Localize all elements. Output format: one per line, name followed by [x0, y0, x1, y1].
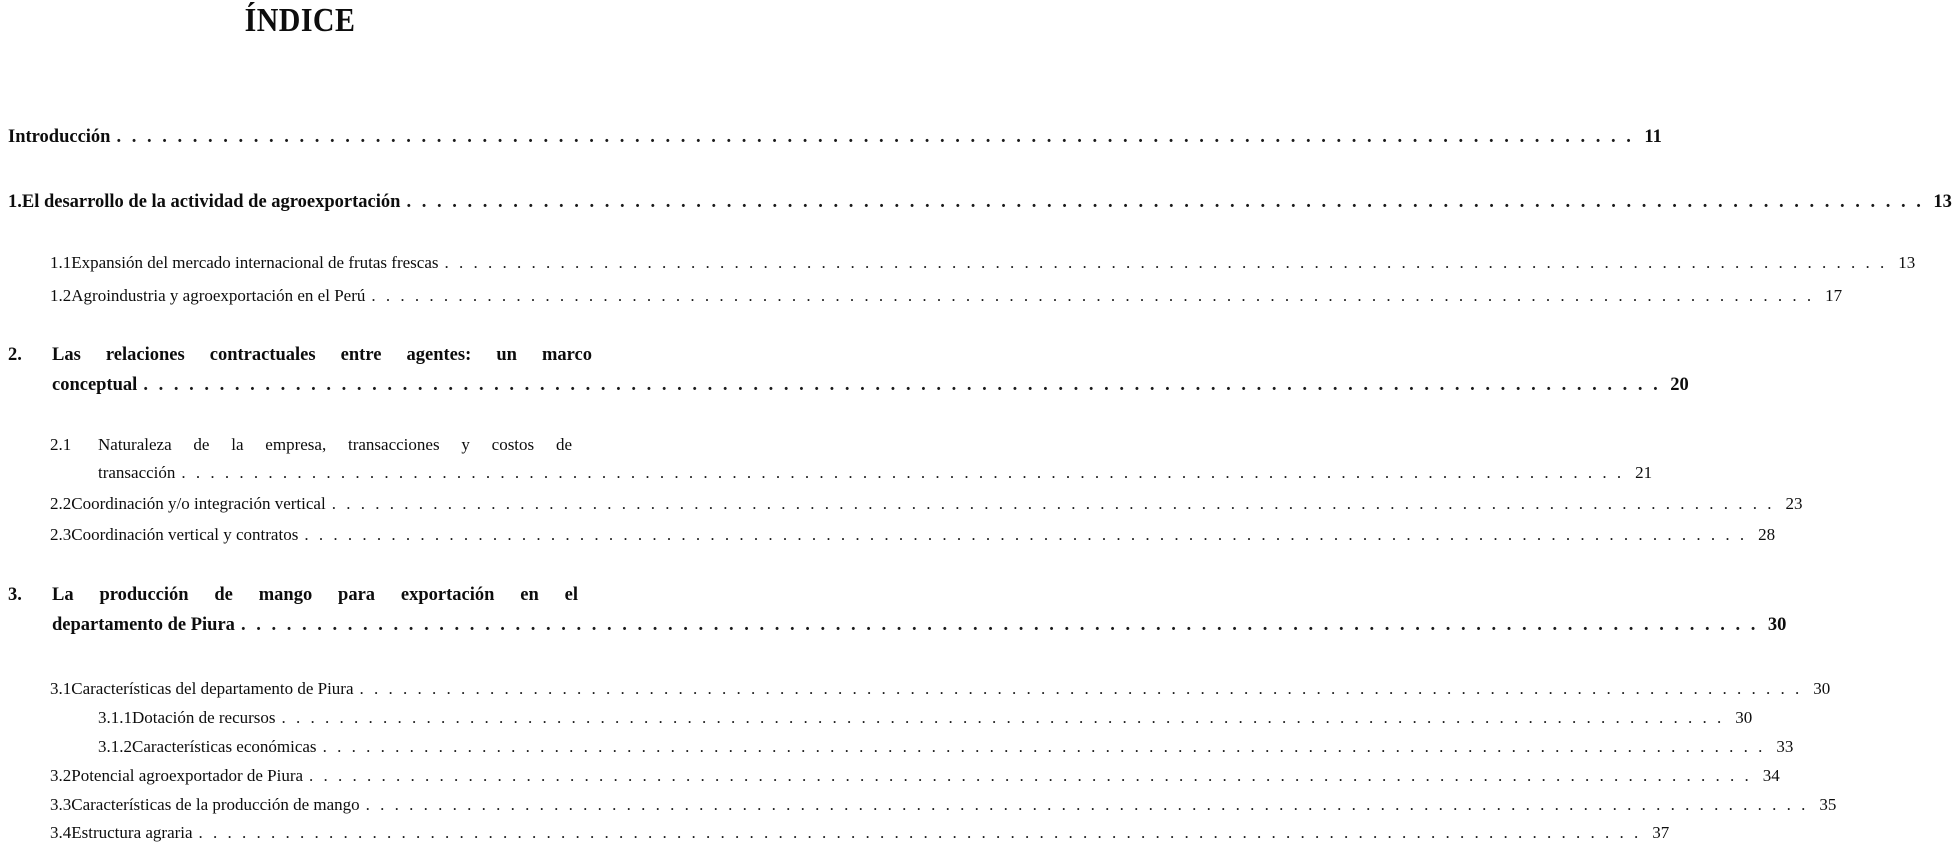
toc-entry-section-3-1-1[interactable] — [98, 703, 1753, 733]
toc-entry-label: Dotación de recursos — [132, 708, 276, 727]
toc-entry-section-1-2[interactable] — [50, 281, 1843, 311]
toc-entry-label-line-1: Naturaleza de la empresa, transacciones y costos de — [98, 435, 572, 454]
toc-entry-number: 2.3 — [50, 525, 72, 544]
toc-entry-section-2-2[interactable] — [50, 489, 1803, 519]
toc-entry-number: 1.2 — [50, 286, 72, 305]
dot-leader: . . . . . . . . . . . . . . . . . . . . . . . . . . . . . . . . . . . . . . . . . . . . . . . . . . . . . . . . . . . . . . . . . . . . . . . . . . . . . . . . . . . . . . . . . . . . . . . . . . . . — [359, 679, 1803, 698]
toc-entry-section-3-1[interactable] — [50, 674, 1831, 704]
toc-entry-page: 30 — [1735, 708, 1753, 727]
toc-entry-page: 13 — [1898, 253, 1916, 272]
toc-entry-number: 2. — [8, 345, 22, 365]
toc-entry-label: Coordinación y/o integración vertical — [71, 494, 326, 513]
toc-entry-section-2-3[interactable] — [50, 520, 1776, 550]
toc-entry-number: 2.1 — [50, 435, 72, 454]
toc-entry-page: 30 — [1767, 615, 1787, 635]
toc-entry-chapter-1[interactable] — [8, 187, 1952, 217]
toc-entry-label-line-2: departamento de Piura — [52, 615, 235, 635]
toc-entry-number: 2.2 — [50, 494, 72, 513]
toc-entry-page: 37 — [1652, 823, 1670, 842]
toc-entry-chapter-2[interactable] — [52, 370, 1689, 400]
dot-leader: . . . . . . . . . . . . . . . . . . . . . . . . . . . . . . . . . . . . . . . . . . . . . . . . . . . . . . . . . . . . . . . . . . . . . . . . . . . . . . . . . . . . . . . . . . . . . . . . . . . . — [322, 737, 1766, 756]
dot-leader: . . . . . . . . . . . . . . . . . . . . . . . . . . . . . . . . . . . . . . . . . . . . . . . . . . . . . . . . . . . . . . . . . . . . . . . . . . . . . . . . . . . . . . . . . . . . . . . . . . . . — [371, 286, 1815, 305]
toc-entry-label-line-2: transacción — [98, 463, 176, 482]
toc-entry-label-line-2: conceptual — [52, 375, 138, 395]
dot-leader: . . . . . . . . . . . . . . . . . . . . . . . . . . . . . . . . . . . . . . . . . . . . . . . . . . . . . . . . . . . . . . . . . . . . . . . . . . . . . . . . . . . . . . . . . . . . . . . . . . . . — [365, 795, 1809, 814]
dot-leader: . . . . . . . . . . . . . . . . . . . . . . . . . . . . . . . . . . . . . . . . . . . . . . . . . . . . . . . . . . . . . . . . . . . . . . . . . . . . . . . . . . . . . . . . . . . . . . . . . . . . — [444, 253, 1888, 272]
toc-entry-number: 3.3 — [50, 795, 72, 814]
toc-entry-page: 21 — [1635, 463, 1653, 482]
toc-entry-section-2-1[interactable] — [98, 458, 1653, 488]
dot-leader: . . . . . . . . . . . . . . . . . . . . . . . . . . . . . . . . . . . . . . . . . . . . . . . . . . . . . . . . . . . . . . . . . . . . . . . . . . . . . . . . . . . . . . . . . . . . . . . . . . . . — [198, 823, 1642, 842]
toc-entry-page: 23 — [1785, 494, 1803, 513]
toc-entry-section-3-1-2[interactable] — [98, 732, 1794, 762]
toc-entry-label: Expansión del mercado internacional de frutas frescas — [71, 253, 439, 272]
toc-entry-introduccion[interactable] — [8, 122, 1662, 152]
toc-entry-number: 3.1.2 — [98, 737, 132, 756]
toc-entry-page: 13 — [1933, 192, 1952, 212]
dot-leader: . . . . . . . . . . . . . . . . . . . . . . . . . . . . . . . . . . . . . . . . . . . . . . . . . . . . . . . . . . . . . . . . . . . . . . . . . . . . . . . . . . . . . . . . . . . . . . . . . . . . — [143, 375, 1661, 395]
toc-entry-section-3-3[interactable] — [50, 790, 1837, 820]
toc-entry-label: Características del departamento de Piura — [71, 679, 354, 698]
dot-leader: . . . . . . . . . . . . . . . . . . . . . . . . . . . . . . . . . . . . . . . . . . . . . . . . . . . . . . . . . . . . . . . . . . . . . . . . . . . . . . . . . . . . . . . . . . . . . . . . . . . . — [309, 766, 1752, 785]
toc-entry-page: 28 — [1758, 525, 1776, 544]
toc-entry-section-3-4[interactable] — [50, 818, 1670, 848]
dot-leader: . . . . . . . . . . . . . . . . . . . . . . . . . . . . . . . . . . . . . . . . . . . . . . . . . . . . . . . . . . . . . . . . . . . . . . . . . . . . . . . . . . . . . . . . . . . . . . . . . . . . — [240, 615, 1759, 635]
toc-entry-number: 1. — [8, 192, 22, 212]
dot-leader: . . . . . . . . . . . . . . . . . . . . . . . . . . . . . . . . . . . . . . . . . . . . . . . . . . . . . . . . . . . . . . . . . . . . . . . . . . . . . . . . . . . . . . . . . . . . . . . . . . . . — [181, 463, 1625, 482]
toc-entry-number: 3.2 — [50, 766, 72, 785]
toc-entry-label-line-1: Las relaciones contractuales entre agentes: un marco — [52, 345, 592, 365]
toc-entry-label: Estructura agraria — [71, 823, 193, 842]
toc-entry-number: 3. — [8, 585, 22, 605]
toc-entry-number: 1.1 — [50, 253, 72, 272]
toc-entry-number: 3.1.1 — [98, 708, 132, 727]
toc-entry-label: Características de la producción de mango — [71, 795, 360, 814]
toc-entry-page: 30 — [1813, 679, 1831, 698]
dot-leader: . . . . . . . . . . . . . . . . . . . . . . . . . . . . . . . . . . . . . . . . . . . . . . . . . . . . . . . . . . . . . . . . . . . . . . . . . . . . . . . . . . . . . . . . . . . . . . . . . . . . — [304, 525, 1748, 544]
toc-entry-label: Introducción — [8, 127, 111, 147]
toc-entry-label: El desarrollo de la actividad de agroexportación — [21, 192, 401, 212]
toc-entry-number: 3.4 — [50, 823, 72, 842]
toc-entry-label: Características económicas — [132, 737, 317, 756]
toc-entry-chapter-3[interactable] — [52, 610, 1787, 640]
dot-leader: . . . . . . . . . . . . . . . . . . . . . . . . . . . . . . . . . . . . . . . . . . . . . . . . . . . . . . . . . . . . . . . . . . . . . . . . . . . . . . . . . . . . . . . . . . . . . . . . . . . . — [281, 708, 1725, 727]
toc-entry-page: 35 — [1819, 795, 1837, 814]
page-title: ÍNDICE — [244, 2, 356, 39]
toc-entry-page: 17 — [1825, 286, 1843, 305]
toc-entry-number: 3.1 — [50, 679, 72, 698]
dot-leader: . . . . . . . . . . . . . . . . . . . . . . . . . . . . . . . . . . . . . . . . . . . . . . . . . . . . . . . . . . . . . . . . . . . . . . . . . . . . . . . . . . . . . . . . . . . . . . . . . . . . — [116, 127, 1634, 147]
toc-entry-page: 34 — [1762, 766, 1780, 785]
toc-entry-page: 20 — [1670, 375, 1689, 395]
toc-entry-section-3-2[interactable] — [50, 761, 1780, 791]
dot-leader: . . . . . . . . . . . . . . . . . . . . . . . . . . . . . . . . . . . . . . . . . . . . . . . . . . . . . . . . . . . . . . . . . . . . . . . . . . . . . . . . . . . . . . . . . . . . . . . . . . . . — [406, 192, 1924, 212]
toc-entry-page: 33 — [1776, 737, 1794, 756]
toc-entry-label: Potencial agroexportador de Piura — [71, 766, 304, 785]
dot-leader: . . . . . . . . . . . . . . . . . . . . . . . . . . . . . . . . . . . . . . . . . . . . . . . . . . . . . . . . . . . . . . . . . . . . . . . . . . . . . . . . . . . . . . . . . . . . . . . . . . . . — [331, 494, 1775, 513]
toc-entry-section-1-1[interactable] — [50, 248, 1916, 278]
toc-entry-label: Coordinación vertical y contratos — [71, 525, 299, 544]
toc-entry-label: Agroindustria y agroexportación en el Perú — [71, 286, 366, 305]
toc-entry-label-line-1: La producción de mango para exportación en el — [52, 585, 578, 605]
toc-entry-page: 11 — [1644, 127, 1662, 147]
